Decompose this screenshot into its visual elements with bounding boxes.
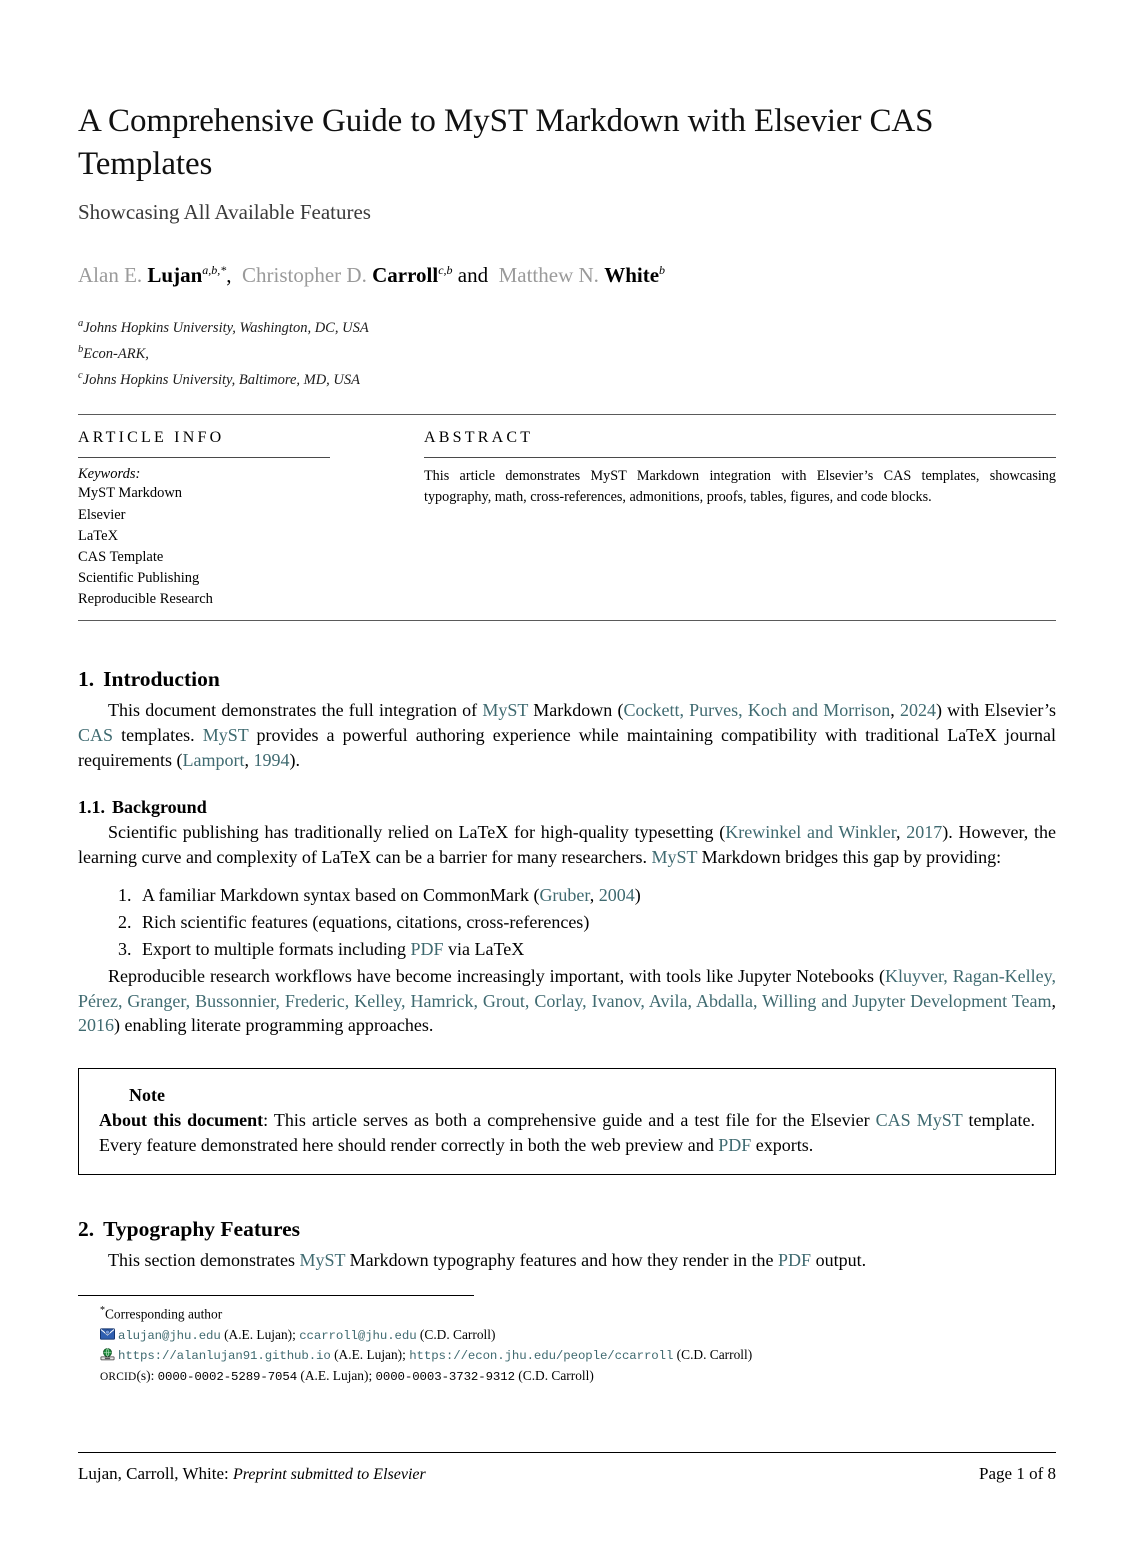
keyword-item: CAS Template bbox=[78, 548, 164, 565]
text-run: This section demonstrates bbox=[108, 1250, 300, 1271]
text-run: Rich scientific features (equations, citations, cross-references) bbox=[142, 911, 590, 932]
keyword-item: Reproducible Research bbox=[78, 591, 213, 608]
link-pdf-2[interactable]: PDF bbox=[718, 1135, 752, 1156]
typography-paragraph-1 bbox=[78, 1248, 1056, 1273]
abstract-heading: ABSTRACT bbox=[424, 429, 534, 447]
text-run: template. Every feature demonstrated here should render correctly in both the web preview and bbox=[99, 1110, 1035, 1156]
section-title: Typography Features bbox=[103, 1217, 301, 1242]
text-run: Markdown typography features and how they render in the bbox=[345, 1250, 779, 1271]
list-item bbox=[136, 910, 1056, 936]
citation-cockett-year[interactable]: 2024 bbox=[899, 700, 936, 721]
page-footer bbox=[78, 1452, 1056, 1484]
footer-authors: Lujan, Carroll, White: bbox=[78, 1464, 229, 1483]
corresponding-author-line bbox=[100, 1303, 1056, 1325]
homepage-url-1[interactable]: https://alanlujan91.github.io bbox=[118, 1349, 331, 1364]
link-pdf[interactable]: PDF bbox=[410, 938, 444, 959]
text-run: Scientific publishing has traditionally relied on LaTeX for high-quality typesetting ( bbox=[108, 822, 726, 843]
section-heading-introduction bbox=[78, 667, 1056, 692]
note-admonition bbox=[78, 1068, 1056, 1175]
link-myst-2[interactable]: MyST bbox=[202, 725, 249, 746]
text-run: This document demonstrates the full integration of bbox=[108, 700, 483, 721]
citation-kluyver-year[interactable]: 2016 bbox=[78, 1015, 114, 1036]
citation-gruber-year[interactable]: 2004 bbox=[598, 884, 635, 905]
author-1 bbox=[78, 263, 226, 287]
page-content bbox=[78, 0, 1056, 1273]
link-myst-3[interactable]: MyST bbox=[651, 847, 698, 867]
author-2-given: Christopher D. bbox=[242, 262, 367, 287]
abstract-divider bbox=[424, 457, 1056, 458]
footnote-marker: * bbox=[100, 1305, 105, 1316]
email-address-1[interactable]: alujan@jhu.edu bbox=[118, 1328, 221, 1343]
citation-gruber-author[interactable]: Gruber bbox=[539, 884, 590, 905]
text-run: ). bbox=[289, 750, 300, 771]
text-run: via LaTeX bbox=[443, 938, 525, 959]
text-run: , bbox=[244, 750, 254, 771]
subsection-heading-background bbox=[78, 797, 1056, 818]
orcid-suffix: (s): bbox=[136, 1367, 155, 1383]
text-run: templates. bbox=[113, 725, 203, 746]
author-3-marks: b bbox=[659, 262, 666, 277]
text-run: , bbox=[895, 822, 907, 843]
link-cas[interactable]: CAS bbox=[78, 725, 114, 746]
keyword-item: Elsevier bbox=[78, 506, 126, 523]
text-run: , bbox=[589, 884, 599, 905]
article-info-bottom-divider bbox=[78, 620, 1056, 621]
homepage-line bbox=[100, 1345, 1056, 1366]
homepage-person-2: (C.D. Carroll) bbox=[676, 1347, 753, 1363]
footer-row bbox=[78, 1464, 1056, 1484]
affiliation-list bbox=[78, 315, 1056, 392]
subsection-number: 1.1. bbox=[78, 797, 105, 818]
affiliation-a bbox=[78, 315, 1056, 341]
orcid-id-2: 0000-0003-3732-9312 bbox=[375, 1369, 515, 1384]
keyword-item: LaTeX bbox=[78, 527, 119, 544]
text-run: A familiar Markdown syntax based on CommonMark ( bbox=[142, 884, 540, 905]
link-myst-4[interactable]: MyST bbox=[299, 1250, 346, 1271]
email-line bbox=[100, 1325, 1056, 1346]
homepage-url-2[interactable]: https://econ.jhu.edu/people/ccarroll bbox=[409, 1349, 674, 1364]
envelope-icon bbox=[100, 1327, 115, 1341]
keywords-label: Keywords: bbox=[78, 466, 141, 483]
affiliation-c-mark: c bbox=[78, 369, 83, 381]
affiliation-b-mark: b bbox=[78, 343, 84, 355]
affiliation-a-mark: a bbox=[78, 318, 84, 330]
citation-krewinkel-year[interactable]: 2017 bbox=[906, 822, 943, 843]
text-run: output. bbox=[811, 1250, 867, 1271]
author-1-given: Alan E. bbox=[78, 262, 143, 287]
orcid-person-2: (C.D. Carroll) bbox=[518, 1367, 594, 1383]
affiliation-c-text: Johns Hopkins University, Baltimore, MD, USA bbox=[82, 371, 361, 388]
background-paragraph-2 bbox=[78, 964, 1056, 1039]
email-person-1: (A.E. Lujan); bbox=[224, 1326, 296, 1342]
text-run: ) bbox=[634, 884, 641, 905]
link-pdf-3[interactable]: PDF bbox=[778, 1250, 812, 1271]
author-3 bbox=[499, 263, 665, 287]
email-address-2[interactable]: ccarroll@jhu.edu bbox=[299, 1328, 417, 1343]
link-myst[interactable]: MyST bbox=[482, 700, 529, 721]
citation-krewinkel-author[interactable]: Krewinkel and Winkler bbox=[725, 822, 896, 843]
affiliation-c bbox=[78, 367, 1056, 393]
keyword-list bbox=[78, 483, 418, 610]
author-conjunction: and bbox=[457, 262, 489, 287]
affiliation-a-text: Johns Hopkins University, Washington, DC, USA bbox=[83, 319, 369, 336]
text-run: , bbox=[1051, 990, 1056, 1011]
orcid-person-1: (A.E. Lujan); bbox=[300, 1367, 373, 1383]
footer-page-number: Page 1 of 8 bbox=[979, 1464, 1056, 1483]
author-2 bbox=[242, 263, 453, 287]
page-subtitle: Showcasing All Available Features bbox=[78, 199, 371, 224]
section-number: 2. bbox=[78, 1217, 95, 1242]
author-2-marks: c,b bbox=[438, 262, 453, 277]
section-heading-typography bbox=[78, 1217, 1056, 1242]
globe-monitor-icon bbox=[100, 1347, 115, 1361]
affiliation-b bbox=[78, 341, 1056, 367]
orcid-label: ORCID bbox=[100, 1370, 137, 1383]
text-run: , bbox=[890, 700, 900, 721]
admonition-body bbox=[99, 1108, 1035, 1158]
email-person-2: (C.D. Carroll) bbox=[419, 1326, 496, 1342]
author-3-surname: White bbox=[604, 262, 660, 287]
keyword-item: Scientific Publishing bbox=[78, 570, 200, 586]
article-info-abstract-block bbox=[78, 414, 1056, 610]
section-title: Introduction bbox=[103, 667, 220, 692]
article-info-divider bbox=[78, 457, 330, 458]
text-run: ) with Elsevier’s bbox=[935, 700, 1057, 721]
author-1-marks: a,b,* bbox=[202, 262, 227, 277]
background-ordered-list bbox=[78, 883, 1056, 963]
keyword-item: MyST Markdown bbox=[78, 485, 183, 502]
list-item bbox=[136, 883, 1056, 909]
text-run: : This article serves as both a comprehensive guide and a test file for the Elsevier bbox=[263, 1110, 876, 1131]
article-info-heading: ARTICLE INFO bbox=[78, 429, 225, 447]
text-run: Markdown ( bbox=[528, 700, 624, 721]
author-separator-1: , bbox=[226, 262, 232, 287]
text-run: Reproducible research workflows have become increasingly important, with tools like Jupyter Notebooks ( bbox=[108, 965, 885, 986]
text-run: ) enabling literate programming approaches. bbox=[114, 1015, 434, 1036]
citation-lamport-author[interactable]: Lamport bbox=[182, 750, 245, 771]
abstract-column bbox=[418, 429, 1056, 610]
homepage-person-1: (A.E. Lujan); bbox=[334, 1347, 406, 1363]
document-body bbox=[78, 667, 1056, 1273]
text-run: ). However, the learning curve and complexity of LaTeX can be a barrier for many researchers. bbox=[78, 822, 1056, 867]
corresponding-author-label: Corresponding author bbox=[105, 1306, 223, 1322]
list-item bbox=[136, 937, 1056, 963]
link-cas-myst[interactable]: CAS MyST bbox=[875, 1110, 963, 1131]
text-run: provides a powerful authoring experience while maintaining compatibility with traditional LaTeX journal requirements ( bbox=[78, 725, 1056, 771]
footer-note: Preprint submitted to Elsevier bbox=[233, 1466, 426, 1483]
author-list bbox=[78, 261, 1056, 289]
citation-kluyver-authors[interactable]: Kluyver, Ragan-Kelley, Pérez, Granger, Bussonnier, Frederic, Kelley, Hamrick, Grout, Corlay, Ivanov, Avila, Abdalla, Willing and Jupyter Development Team bbox=[78, 965, 1056, 1011]
footnote-divider bbox=[78, 1295, 474, 1296]
footer-divider bbox=[78, 1452, 1056, 1453]
citation-lamport-year[interactable]: 1994 bbox=[253, 750, 290, 771]
footnote-block bbox=[78, 1295, 1056, 1386]
background-paragraph-1 bbox=[78, 820, 1056, 870]
text-run: exports. bbox=[751, 1135, 814, 1156]
text-run: Markdown bridges this gap by providing: bbox=[697, 847, 1002, 867]
page-title: A Comprehensive Guide to MyST Markdown with Elsevier CAS Templates bbox=[78, 103, 934, 182]
admonition-title: Note bbox=[129, 1085, 165, 1106]
footer-left bbox=[78, 1464, 426, 1484]
abstract-text: This article demonstrates MyST Markdown integration with Elsevier’s CAS templates, showcasing typography, math, cross-references, admonitions, proofs, tables, figures, and code blocks. bbox=[424, 468, 1056, 505]
admonition-lead: About this document bbox=[99, 1110, 264, 1131]
orcid-line bbox=[100, 1366, 1056, 1387]
section-number: 1. bbox=[78, 667, 95, 692]
author-2-surname: Carroll bbox=[372, 262, 439, 287]
introduction-paragraph-1 bbox=[78, 698, 1056, 773]
affiliation-b-text: Econ-ARK, bbox=[83, 345, 149, 362]
author-3-given: Matthew N. bbox=[498, 262, 599, 287]
citation-cockett-authors[interactable]: Cockett, Purves, Koch and Morrison bbox=[623, 700, 891, 721]
article-info-column bbox=[78, 429, 418, 610]
orcid-id-1: 0000-0002-5289-7054 bbox=[157, 1369, 298, 1384]
subsection-title: Background bbox=[112, 797, 207, 818]
author-1-surname: Lujan bbox=[147, 262, 203, 287]
text-run: Export to multiple formats including bbox=[142, 938, 411, 959]
